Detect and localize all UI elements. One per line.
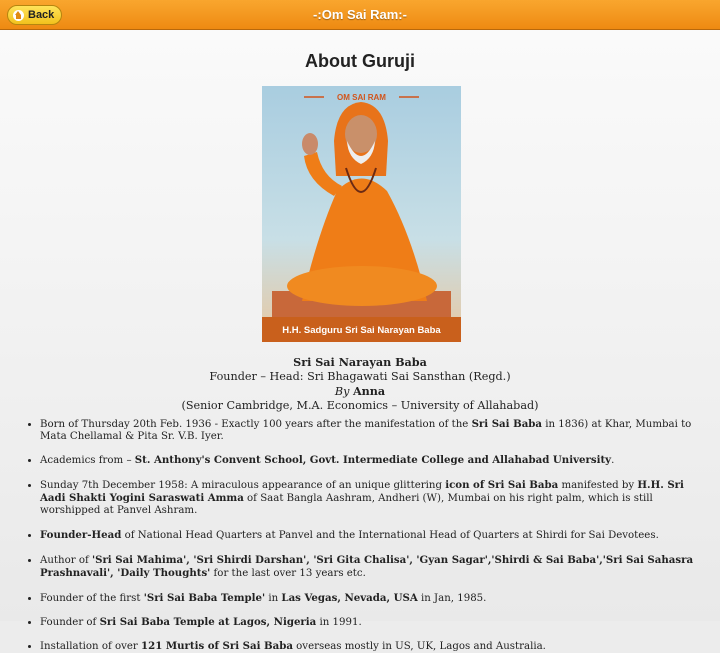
back-button-label: Back bbox=[28, 9, 55, 21]
list-item-text: Founder of the first bbox=[40, 593, 144, 604]
list-item bbox=[40, 640, 712, 653]
list-item-text: Sunday 7th December 1958: A miraculous appearance of an unique glittering bbox=[40, 480, 446, 491]
photo-caption: H.H. Sadguru Sri Sai Narayan Baba bbox=[282, 325, 441, 336]
list-item-text: Academics from – bbox=[40, 455, 135, 466]
list-item bbox=[40, 418, 712, 443]
list-item-text: of National Head Quarters at Panvel and the International Head of Quarters at Shirdi for Sai Devotees. bbox=[121, 530, 659, 541]
list-item-text: . bbox=[611, 455, 615, 466]
list-item-text: manifested by bbox=[558, 480, 638, 491]
list-item-text: in bbox=[265, 593, 282, 604]
list-item-text: Born of Thursday 20th Feb. 1936 - Exactly 100 years after the manifestation of the bbox=[40, 419, 472, 430]
page-title: About Guruji bbox=[305, 51, 415, 71]
list-item bbox=[40, 554, 712, 580]
by-label: By bbox=[334, 385, 350, 398]
author-alias: Anna bbox=[352, 384, 386, 398]
list-item-text: Author of bbox=[40, 555, 92, 566]
intro-block bbox=[0, 355, 720, 413]
list-item-emphasis: Founder-Head bbox=[40, 529, 122, 541]
guruji-role: Founder – Head: Sri Bhagawati Sai Sansthan (Regd.) bbox=[209, 370, 511, 383]
list-item bbox=[40, 454, 712, 467]
list-item-emphasis: H.H. Sri Aadi Shakti Yogini Saraswati Amma bbox=[40, 479, 684, 504]
list-item-emphasis: St. Anthony's Convent School, Govt. Intermediate College and Allahabad University bbox=[134, 454, 612, 466]
list-item-text: Founder of bbox=[40, 617, 100, 628]
biography-list bbox=[12, 418, 712, 653]
list-item-text: Installation of over bbox=[40, 641, 142, 652]
list-item-emphasis: 'Sri Sai Mahima', 'Sri Shirdi Darshan', 'Sri Gita Chalisa', 'Gyan Sagar','Shirdi & Sai Baba','Sri Sai Sahasra Prashnavali', 'Daily Thoughts' bbox=[40, 554, 694, 579]
list-item-emphasis: Sri Sai Baba bbox=[471, 418, 543, 430]
list-item-text: of Saat Bangla Aashram, Andheri (W), Mumbai on his right palm, which is still worshipped at Panvel Ashram. bbox=[40, 493, 653, 516]
author-line bbox=[0, 384, 720, 399]
list-item bbox=[40, 616, 712, 629]
app-header bbox=[0, 0, 720, 30]
main-content[interactable] bbox=[0, 30, 720, 652]
list-item bbox=[40, 479, 712, 517]
guruji-photo bbox=[262, 86, 461, 342]
guruji-name: Sri Sai Narayan Baba bbox=[293, 355, 427, 369]
list-item-text: in 1836) at Khar, Mumbai to Mata Chellamal & Pita Sr. V.B. Iyer. bbox=[40, 419, 692, 442]
list-item-text: for the last over 13 years etc. bbox=[210, 568, 366, 579]
list-item-emphasis: icon of Sri Sai Baba bbox=[445, 479, 559, 491]
photo-banner: OM SAI RAM bbox=[337, 93, 386, 102]
list-item-text: overseas mostly in US, UK, Lagos and Australia. bbox=[292, 641, 546, 652]
list-item-text: in Jan, 1985. bbox=[417, 593, 487, 604]
list-item bbox=[40, 592, 712, 605]
app-title: -:Om Sai Ram:- bbox=[313, 7, 407, 22]
list-item-emphasis: Sri Sai Baba Temple at Lagos, Nigeria bbox=[99, 616, 317, 628]
list-item-emphasis: 121 Murtis of Sri Sai Baba bbox=[141, 640, 293, 652]
list-item-text: in 1991. bbox=[316, 617, 362, 628]
list-item-emphasis: Las Vegas, Nevada, USA bbox=[281, 592, 418, 604]
list-item bbox=[40, 529, 712, 542]
list-item-emphasis: 'Sri Sai Baba Temple' bbox=[143, 592, 266, 604]
guruji-credentials: (Senior Cambridge, M.A. Economics – University of Allahabad) bbox=[181, 399, 539, 412]
